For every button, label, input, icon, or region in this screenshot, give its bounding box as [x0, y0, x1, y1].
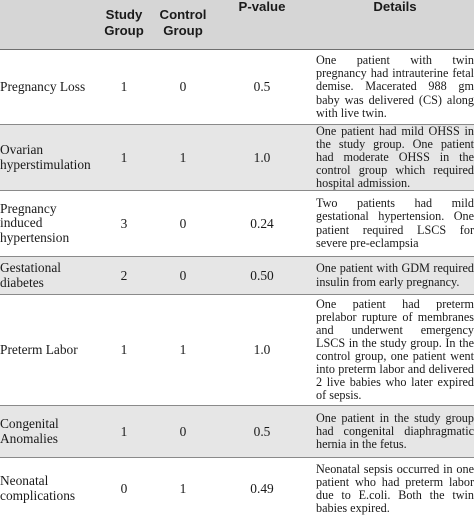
header-study-group — [100, 0, 148, 49]
table-row — [0, 458, 474, 520]
row-details: Two patients had mild gestational hypertension. One patient required LSCS for severe pre-eclampsia — [316, 196, 474, 250]
row-pvalue: 0.24 — [250, 215, 274, 231]
row-name: Ovarian hyperstimulation — [0, 141, 91, 172]
row-name: Gestational diabetes — [0, 259, 61, 290]
header-control-group — [158, 0, 208, 49]
row-details: One patient with GDM required insulin from early pregnancy. — [316, 261, 474, 289]
row-details: One patient in the study group had congenital diaphragmatic hernia in the fetus. — [316, 410, 474, 452]
row-name: Pregnancy induced hypertension — [0, 200, 70, 245]
row-control-value: 0 — [179, 215, 187, 231]
row-study-value: 3 — [120, 215, 128, 231]
row-study-value: 2 — [120, 267, 128, 283]
table-row — [0, 295, 474, 406]
header-details — [316, 0, 474, 49]
header-study-label: Study Group — [104, 7, 144, 38]
row-pvalue: 1.0 — [253, 342, 271, 357]
table-row — [0, 257, 474, 295]
row-pvalue: 0.5 — [253, 79, 271, 94]
row-control-value: 1 — [179, 481, 187, 496]
row-study-value: 1 — [120, 342, 128, 357]
row-control-value: 0 — [179, 423, 187, 439]
row-details: One patient with twin pregnancy had intrauterine fetal demise. Macerated 988 gm baby was delivered (CS) along with live twin. — [316, 53, 474, 120]
row-study-value: 1 — [120, 79, 128, 94]
row-control-value: 0 — [179, 79, 187, 94]
header-control-label: Control Group — [159, 7, 207, 38]
table-row — [0, 191, 474, 257]
row-study-value: 1 — [120, 149, 128, 165]
header-details-label: Details — [373, 0, 417, 14]
row-pvalue: 0.5 — [253, 423, 271, 439]
row-details: One patient had preterm prelabor rupture of membranes and underwent emergency LSCS in the study group. In the control group, one patient went into preterm labor and delivered 2 live babies who later expired of sepsis. — [316, 296, 474, 403]
header-pvalue-label: P-value — [238, 0, 286, 14]
row-study-value: 1 — [120, 423, 128, 439]
header-pvalue — [222, 0, 302, 49]
row-pvalue: 0.50 — [250, 267, 274, 283]
table-row — [0, 406, 474, 458]
table-row — [0, 125, 474, 191]
row-name: Congenital Anomalies — [0, 415, 59, 446]
row-study-value: 0 — [120, 481, 128, 496]
table-row — [0, 50, 474, 125]
row-control-value: 1 — [179, 149, 187, 165]
row-control-value: 0 — [179, 267, 187, 283]
row-control-value: 1 — [179, 342, 187, 357]
row-pvalue: 0.49 — [250, 481, 274, 496]
row-details: Neonatal sepsis occurred in one patient who had preterm labor due to E.coli. Both the twin babies expired. — [316, 461, 474, 516]
row-pvalue: 1.0 — [253, 149, 271, 165]
row-name: Pregnancy Loss — [0, 78, 86, 94]
table-header-row — [0, 0, 474, 50]
row-details: One patient had mild OHSS in the study group. One patient had moderate OHSS in the control group which required hospital admission. — [316, 123, 474, 191]
row-name: Neonatal complications — [0, 473, 76, 503]
row-name: Preterm Labor — [0, 341, 78, 357]
